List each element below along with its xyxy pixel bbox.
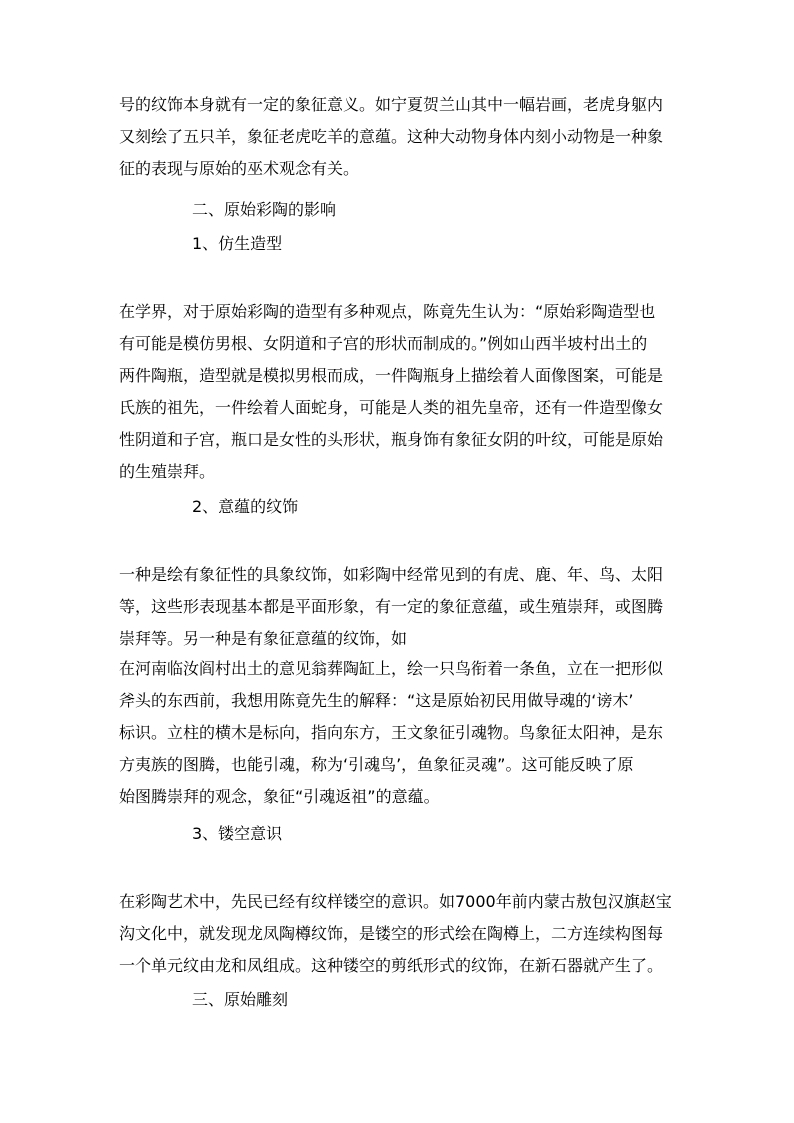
section-heading-2: 二、原始彩陶的影响	[192, 200, 337, 219]
paragraph-3-line-6: 标识。立柱的横木是标向，指向东方，王文象征引魂物。鸟象征太阳神，是东	[119, 723, 664, 742]
paragraph-2-line-2: 有可能是模仿男根、女阴道和子宫的形状而制成的。”例如山西半坡村出土的	[119, 334, 648, 353]
paragraph-4-line-2: 沟文化中，就发现龙凤陶樽纹饰，是镂空的形式绘在陶樽上，二方连续构图每	[119, 924, 664, 943]
paragraph-1-line-3: 征的表现与原始的巫术观念有关。	[119, 159, 360, 178]
paragraph-1-line-1: 号的纹饰本身就有一定的象征意义。如宁夏贺兰山其中一幅岩画，老虎身躯内	[119, 95, 664, 114]
paragraph-4-line-3: 一个单元纹由龙和凤组成。这种镂空的剪纸形式的纹饰，在新石器就产生了。	[119, 956, 664, 975]
paragraph-2-line-3: 两件陶瓶，造型就是模拟男根而成，一件陶瓶身上描绘着人面像图案，可能是	[119, 366, 664, 385]
paragraph-2-line-4: 氏族的祖先，一件绘着人面蛇身，可能是人类的祖先皇帝，还有一件造型像女	[119, 398, 664, 417]
subheading-2: 2、意蕴的纹饰	[192, 497, 299, 516]
section-heading-3: 三、原始雕刻	[192, 990, 289, 1009]
paragraph-2-line-6: 的生殖崇拜。	[119, 462, 216, 481]
subheading-1: 1、仿生造型	[192, 234, 283, 253]
paragraph-3-line-4: 在河南临汝阎村出土的意见翁葬陶缸上，绘一只鸟衔着一条鱼，立在一把形似	[119, 659, 664, 678]
paragraph-3-line-5: 斧头的东西前，我想用陈竟先生的解释：“这是原始初民用做导魂的‘谤木’	[119, 691, 634, 710]
paragraph-3-line-2: 等，这些形表现基本都是平面形象，有一定的象征意蕴，或生殖崇拜，或图腾	[119, 597, 664, 616]
paragraph-3-line-1: 一种是绘有象征性的具象纹饰，如彩陶中经常见到的有虎、鹿、年、鸟、太阳	[119, 565, 664, 584]
paragraph-3-line-3: 崇拜等。另一种是有象征意蕴的纹饰，如	[119, 629, 408, 648]
paragraph-1-line-2: 又刻绘了五只羊，象征老虎吃羊的意蕴。这种大动物身体内刻小动物是一种象	[119, 127, 664, 146]
paragraph-2-line-5: 性阴道和子宫，瓶口是女性的头形状，瓶身饰有象征女阴的叶纹，可能是原始	[119, 430, 664, 449]
paragraph-3-line-7: 方夷族的图腾，也能引魂，称为‘引魂鸟’，鱼象征灵魂”。这可能反映了原	[119, 755, 634, 774]
paragraph-2-line-1: 在学界，对于原始彩陶的造型有多种观点，陈竟先生认为：“原始彩陶造型也	[119, 302, 656, 321]
paragraph-3-line-8: 始图腾崇拜的观念，象征“引魂返祖”的意蕴。	[119, 787, 440, 806]
subheading-3: 3、镂空意识	[192, 824, 283, 843]
paragraph-4-line-1: 在彩陶艺术中，先民已经有纹样镂空的意识。如7000年前内蒙古敖包汉旗赵宝	[119, 892, 672, 911]
